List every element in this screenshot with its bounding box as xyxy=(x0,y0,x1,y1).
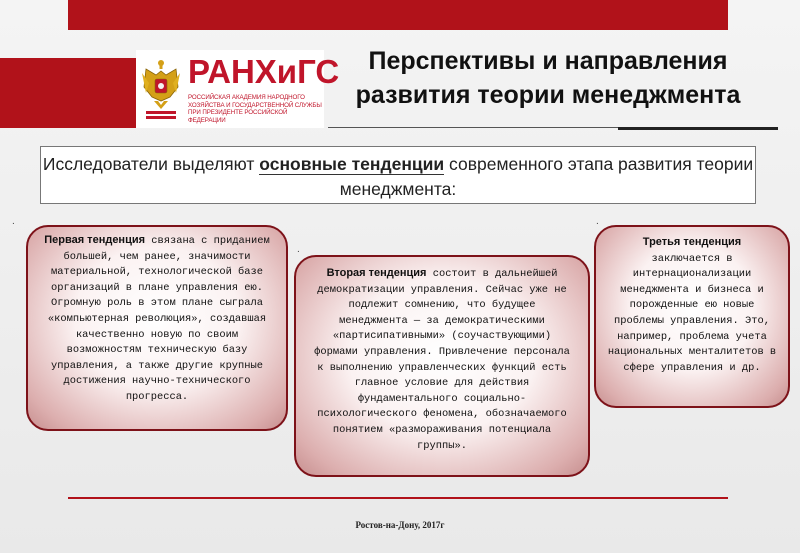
intro-text-after: современного этапа развития теории менеджмента: xyxy=(339,154,754,199)
trend-heading: Вторая тенденция xyxy=(326,267,427,279)
bullet-dot: . xyxy=(297,244,300,255)
eagle-emblem-icon xyxy=(140,53,182,123)
footer-location: Ростов-на-Дону, 2017г xyxy=(355,520,445,530)
title-underline-thick xyxy=(618,127,778,130)
trend-heading: Третья тенденция xyxy=(642,236,742,248)
trend-text: заключается в интернационализации менеджмента и бизнеса и порожденные ею новые проблемы управления. Это, например, проблема учета национальных менталитетов в сфере управления и др. xyxy=(607,252,777,374)
bullet-dot: . xyxy=(596,216,599,227)
page-title: Перспективы и направления развития теории менеджмента xyxy=(355,47,741,109)
left-red-band xyxy=(0,58,136,128)
logo-wordmark: РАНХиГС xyxy=(188,53,340,90)
trend-heading: Первая тенденция xyxy=(44,234,146,246)
top-red-bar xyxy=(68,0,728,30)
intro-box xyxy=(40,146,756,204)
ranepa-logo xyxy=(136,50,340,128)
bottom-red-line xyxy=(68,497,728,499)
title-underline-thin xyxy=(328,127,618,128)
trend-card-second xyxy=(294,255,590,477)
trend-card-third xyxy=(594,225,790,408)
trend-text: связана с приданием большей, чем ранее, значимости материальной, технологической базе организаций в плане управления ею. Огромную роль в этом плане сыграла «компьютерная революция», создавшая качественно новую по своим возможностям техническую базу управления, а также другие крупные достижения научно-технического прогресса. xyxy=(47,235,270,403)
bullet-dot: . xyxy=(12,216,15,227)
intro-emphasis: основные тенденции xyxy=(259,154,445,174)
trend-card-first xyxy=(26,225,288,431)
trend-text: состоит в дальнейшей демократизации управления. Сейчас уже не подлежит сомнению, что будущее менеджмента — за демократическими «партисипативными» (соучаствующими) формами управления. Привлечение персонала к выполнению управленческих функций есть главное условие для действия фундаментального социально-психологического феномена, обозначаемого понятием «размораживания потенциала группы». xyxy=(314,268,570,452)
intro-text-before: Исследователи выделяют xyxy=(42,154,260,174)
logo-subtitle: РОССИЙСКАЯ АКАДЕМИЯ НАРОДНОГО ХОЗЯЙСТВА И ГОСУДАРСТВЕННОЙ СЛУЖБЫ ПРИ ПРЕЗИДЕНТЕ РОССИЙСКОЙ ФЕДЕРАЦИИ xyxy=(188,94,322,124)
